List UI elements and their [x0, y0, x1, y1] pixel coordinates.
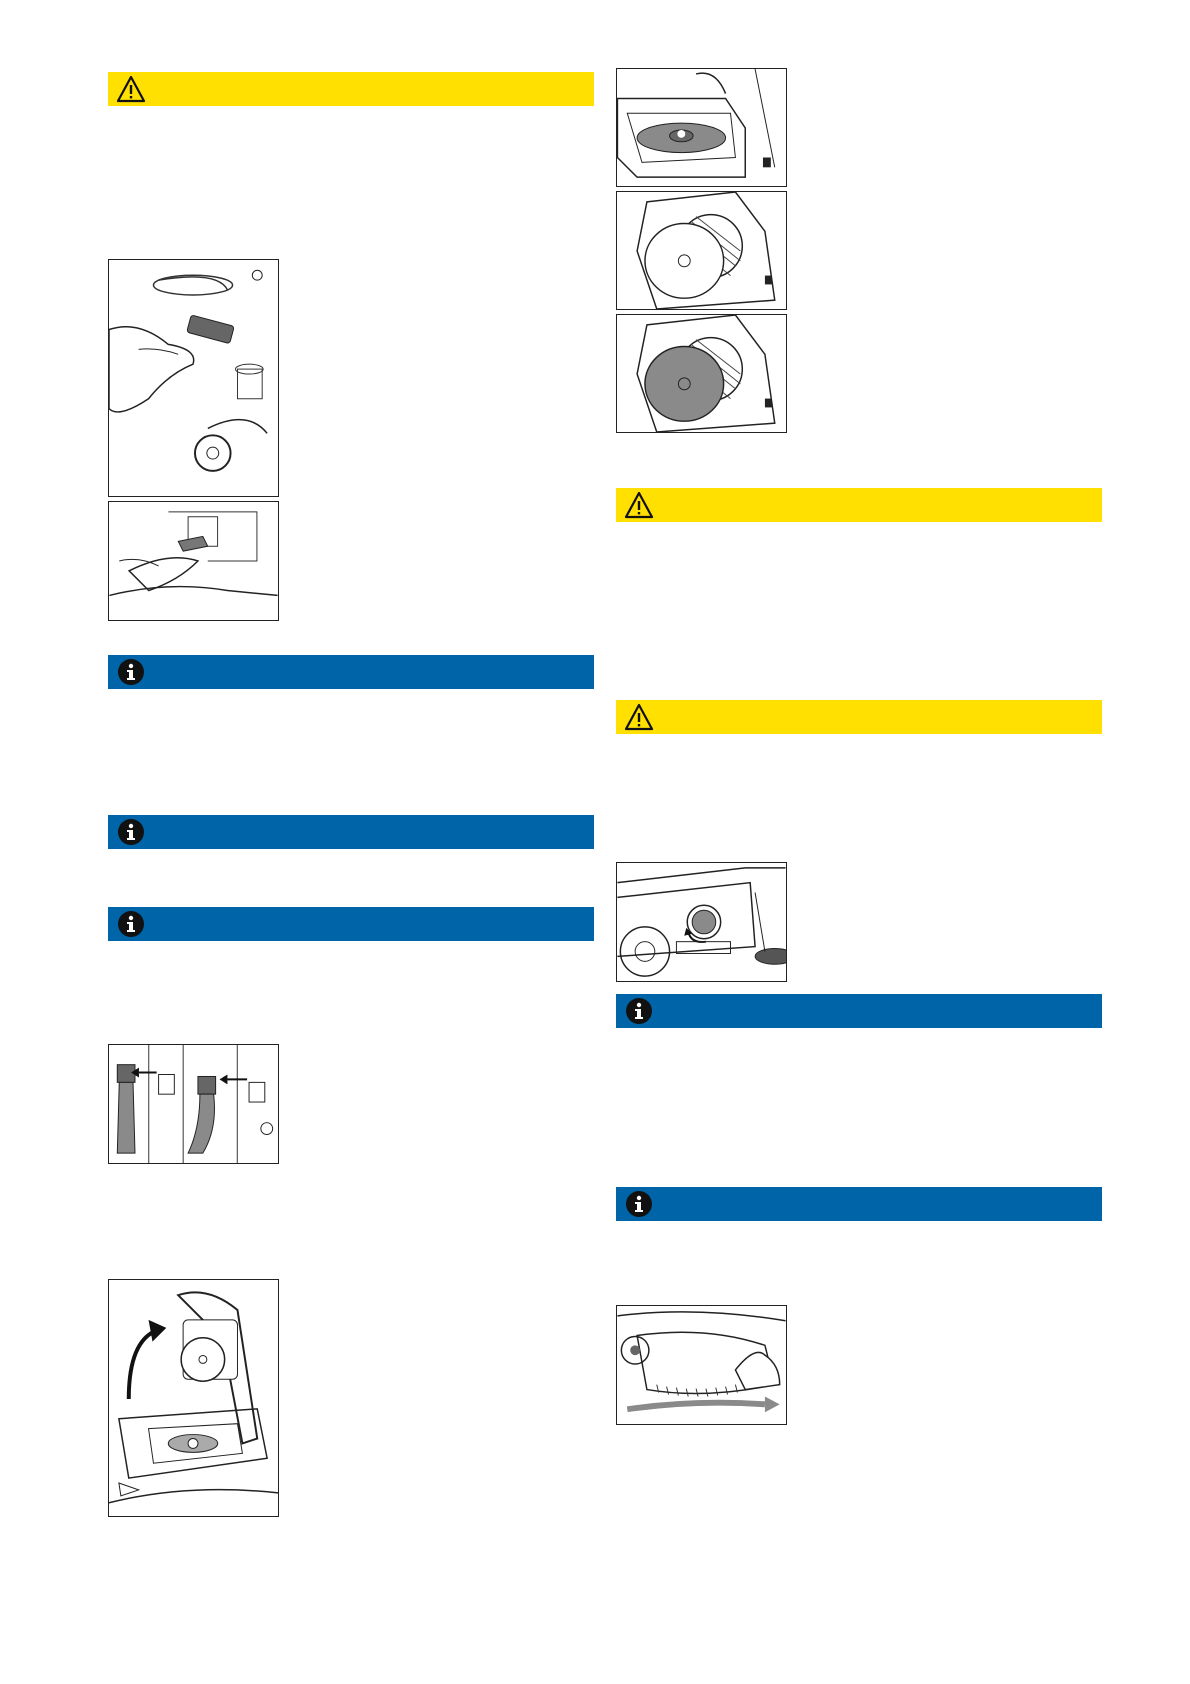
info-bar-2 — [108, 815, 594, 849]
two-hoses-detached-illustration — [108, 1044, 279, 1164]
warning-bar-3 — [616, 700, 1102, 734]
info-bar-3 — [108, 907, 594, 941]
warning-triangle-icon — [116, 74, 146, 104]
tank-lid-opened-illustration — [108, 1279, 279, 1517]
hand-releasing-lever-illustration — [108, 501, 279, 621]
warning-bar-1 — [108, 72, 594, 106]
info-circle-icon — [116, 657, 146, 687]
drain-cap-rotate-illustration — [616, 862, 787, 982]
info-bar-5 — [616, 1187, 1102, 1221]
brush-release-by-foot-illustration — [616, 1305, 787, 1425]
warning-triangle-icon — [624, 702, 654, 732]
vacuum-motor-filter-grey-illustration — [616, 314, 787, 433]
info-circle-icon — [116, 909, 146, 939]
warning-bar-2 — [616, 488, 1102, 522]
info-circle-icon — [116, 817, 146, 847]
vacuum-motor-filter-white-illustration — [616, 191, 787, 310]
info-bar-1 — [108, 655, 594, 689]
hand-pressing-pedal-illustration — [108, 259, 279, 497]
tank-float-filter-illustration — [616, 68, 787, 187]
info-bar-4 — [616, 994, 1102, 1028]
info-circle-icon — [624, 1189, 654, 1219]
info-circle-icon — [624, 996, 654, 1026]
warning-triangle-icon — [624, 490, 654, 520]
